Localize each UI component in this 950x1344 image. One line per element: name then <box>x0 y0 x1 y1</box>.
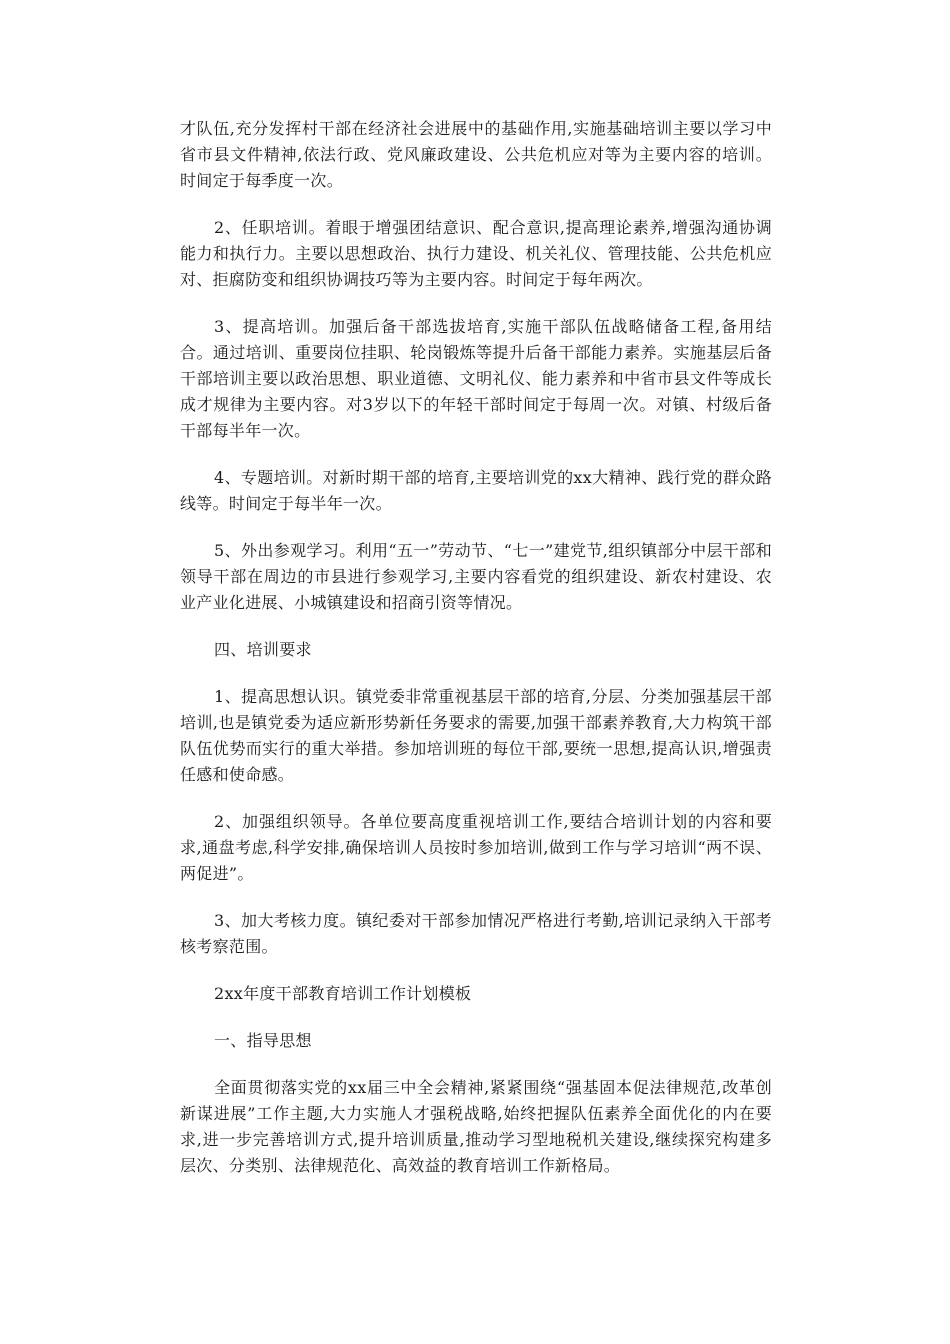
paragraph-4: 4、专题培训。对新时期干部的培育,主要培训党的xx大精神、践行党的群众路线等。时间定于每半年一次。 <box>180 468 772 513</box>
document-subtitle: 2xx年度干部教育培训工作计划模板 <box>214 984 472 1003</box>
document-body <box>180 116 772 1200</box>
paragraph-6: 1、提高思想认识。镇党委非常重视基层干部的培育,分层、分类加强基层干部培训,也是镇党委为适应新形势新任务要求的需要,加强干部素养教育,大力构筑干部队伍优势而实行的重大举措。参加培训班的每位干部,要统一思想,提高认识,增强责任感和使命感。 <box>180 687 772 784</box>
paragraph-5: 5、外出参观学习。利用“五一”劳动节、“七一”建党节,组织镇部分中层干部和领导干部在周边的市县进行参观学习,主要内容看党的组织建设、新农村建设、农业产业化进展、小城镇建设和招商引资等情况。 <box>180 541 772 612</box>
paragraph-7: 2、加强组织领导。各单位要高度重视培训工作,要结合培训计划的内容和要求,通盘考虑,科学安排,确保培训人员按时参加培训,做到工作与学习培训“两不误、两促进”。 <box>180 812 772 883</box>
paragraph-1: 才队伍,充分发挥村干部在经济社会进展中的基础作用,实施基础培训主要以学习中省市县文件精神,依法行政、党风廉政建设、公共危机应对等为主要内容的培训。时间定于每季度一次。 <box>180 119 772 190</box>
section-heading-guiding-thought: 一、指导思想 <box>214 1031 312 1050</box>
paragraph-2: 2、任职培训。着眼于增强团结意识、配合意识,提高理论素养,增强沟通协调能力和执行力。主要以思想政治、执行力建设、机关礼仪、管理技能、公共危机应对、拒腐防变和组织协调技巧等为主要内容。时间定于每年两次。 <box>180 218 772 289</box>
paragraph-8: 3、加大考核力度。镇纪委对干部参加情况严格进行考勤,培训记录纳入干部考核考察范围。 <box>180 911 772 956</box>
paragraph-3: 3、提高培训。加强后备干部选拔培育,实施干部队伍战略储备工程,备用结合。通过培训、重要岗位挂职、轮岗锻炼等提升后备干部能力素养。实施基层后备干部培训主要以政治思想、职业道德、文明礼仪、能力素养和中省市县文件等成长成才规律为主要内容。对3岁以下的年轻干部时间定于每周一次。对镇、村级后备干部每半年一次。 <box>180 317 772 440</box>
paragraph-9: 全面贯彻落实党的xx届三中全会精神,紧紧围绕“强基固本促法律规范,改革创新谋进展”工作主题,大力实施人才强税战略,始终把握队伍素养全面优化的内在要求,进一步完善培训方式,提升培训质量,推动学习型地税机关建设,继续探究构建多层次、分类别、法律规范化、高效益的教育培训工作新格局。 <box>180 1078 772 1175</box>
section-heading-training-requirements: 四、培训要求 <box>214 640 312 659</box>
